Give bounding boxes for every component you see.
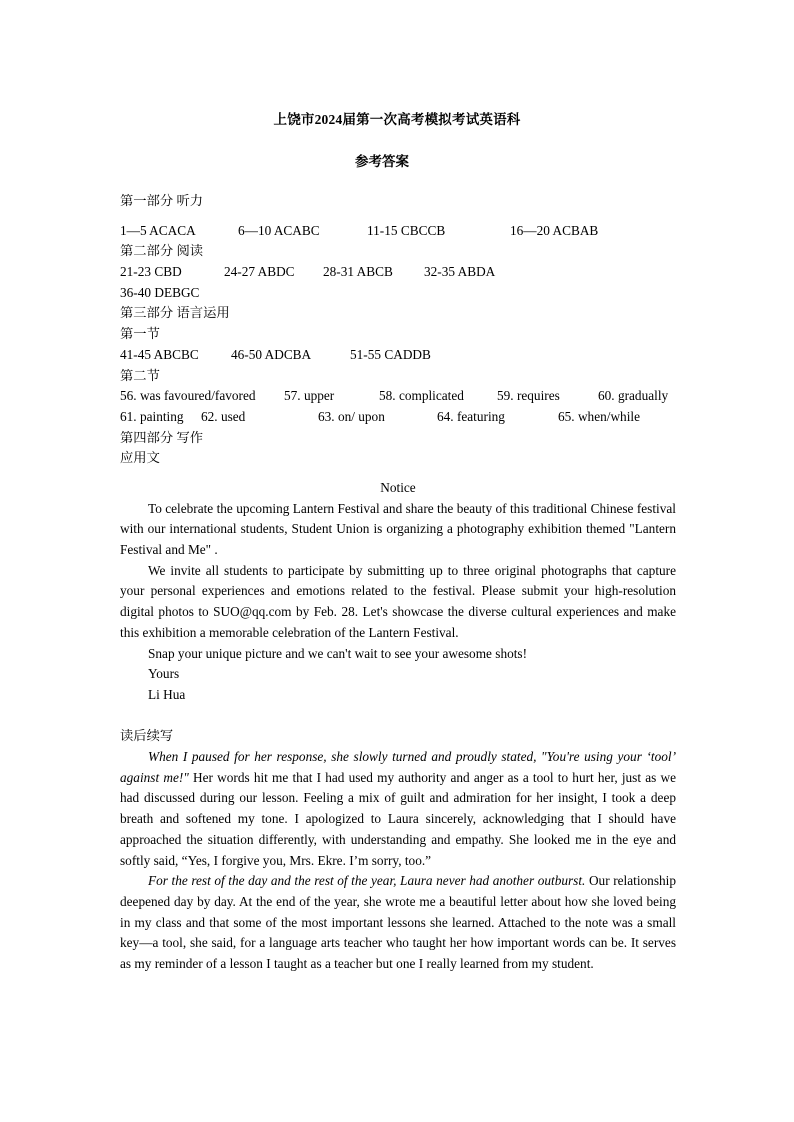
notice-signature: Li Hua [148, 686, 186, 702]
part3-section2-answers-row2 [120, 407, 676, 428]
answer-group: 6—10 ACABC [238, 222, 320, 238]
notice-closing: Yours [148, 666, 180, 682]
page-title: 上饶市2024届第一次高考模拟考试英语科 [273, 112, 521, 127]
part3-section2-answers-row1 [120, 386, 676, 407]
answer-group: 16—20 ACBAB [510, 222, 599, 238]
notice-paragraph: Snap your unique picture and we can't wait to see your awesome shots! [148, 645, 528, 661]
answer-group: 56. was favoured/favored [120, 388, 256, 404]
answer-group: 51-55 CADDB [350, 346, 431, 362]
part4-heading: 第四部分 写作 [120, 429, 204, 445]
answer-group: 28-31 ABCB [323, 264, 393, 280]
answer-group: 60. gradually [598, 388, 669, 404]
answer-content [120, 191, 676, 975]
answer-group: 64. featuring [437, 408, 505, 424]
continuation-paragraph [120, 871, 676, 975]
answer-group: 59. requires [497, 388, 560, 404]
continuation-paragraph [120, 747, 676, 871]
paragraph-opening-sentence: For the rest of the day and the rest of the year, Laura never had another outburst. [148, 873, 586, 889]
answer-group: 21-23 CBD [120, 264, 182, 280]
answer-group: 36-40 DEBGC [120, 284, 200, 300]
answer-group: 61. painting [120, 408, 184, 424]
paragraph-body: Our relationship deepened day by day. At the end of the year, she wrote me a beautiful letter about how she loved being in my class and that some of the most important lessons she learned. Attached to the note was a small key—a tool, she said, for a language arts teacher who taught her how important words can be. It serves as my reminder of a lesson I taught as a teacher but one I really learned from my student. [120, 873, 676, 972]
part3-section1-heading: 第一节 [120, 326, 160, 342]
answer-group: 65. when/while [558, 408, 640, 424]
answer-group: 41-45 ABCBC [120, 346, 199, 362]
answer-group: 24-27 ABDC [224, 264, 295, 280]
notice-paragraph: We invite all students to participate by submitting up to three original photographs that capture your personal experiences and emotions related to the festival. Please submit your high-resolution digital photos to SUO@qq.com by Feb. 28. Let's showcase the diverse cultural experiences and make this exhibition a memorable celebration of the Lantern Festival. [120, 562, 676, 640]
notice-title: Notice [380, 479, 416, 495]
answer-group: 32-35 ABDA [424, 264, 496, 280]
part3-section2-heading: 第二节 [120, 367, 160, 383]
page-subtitle: 参考答案 [355, 154, 409, 169]
part2-answers-row2 [120, 283, 676, 304]
part1-heading: 第一部分 听力 [120, 193, 204, 208]
paragraph-body: Her words hit me that I had used my authority and anger as a tool to hurt her, just as we had discussed during our lesson. Feeling a mix of guilt and admiration for her insight, I took a deep breath and softened my tone. I apologized to Laura sincerely, acknowledging that I should have approached the situation differently, with understanding and empathy. She looked me in the eye and softly said, “Yes, I forgive you, Mrs. Ekre. I’m sorry, too.” [120, 769, 676, 868]
answer-group: 57. upper [284, 388, 335, 404]
applied-writing-heading: 应用文 [120, 450, 160, 466]
paragraph-opening-sentence: When I paused for her response, she slowly turned and proudly stated, "You're using your ‘tool’ against me!" [120, 748, 676, 785]
part2-heading: 第二部分 阅读 [120, 243, 204, 259]
notice-paragraph: To celebrate the upcoming Lantern Festival and share the beauty of this traditional Chinese festival with our international students, Student Union is organizing a photography exhibition themed "Lantern Festival and Me" . [120, 500, 676, 558]
continuation-writing-heading: 读后续写 [120, 728, 174, 744]
part3-heading: 第三部分 语言运用 [120, 305, 230, 321]
answer-group: 58. complicated [379, 388, 464, 404]
answer-group: 62. used [201, 408, 246, 424]
answer-group: 63. on/ upon [318, 408, 385, 424]
answer-group: 1—5 ACACA [120, 222, 196, 238]
answer-group: 46-50 ADCBA [231, 346, 312, 362]
answer-group: 11-15 CBCCB [367, 222, 446, 238]
part1-answers [120, 221, 676, 242]
part3-section1-answers [120, 345, 676, 366]
part2-answers-row1 [120, 262, 676, 283]
